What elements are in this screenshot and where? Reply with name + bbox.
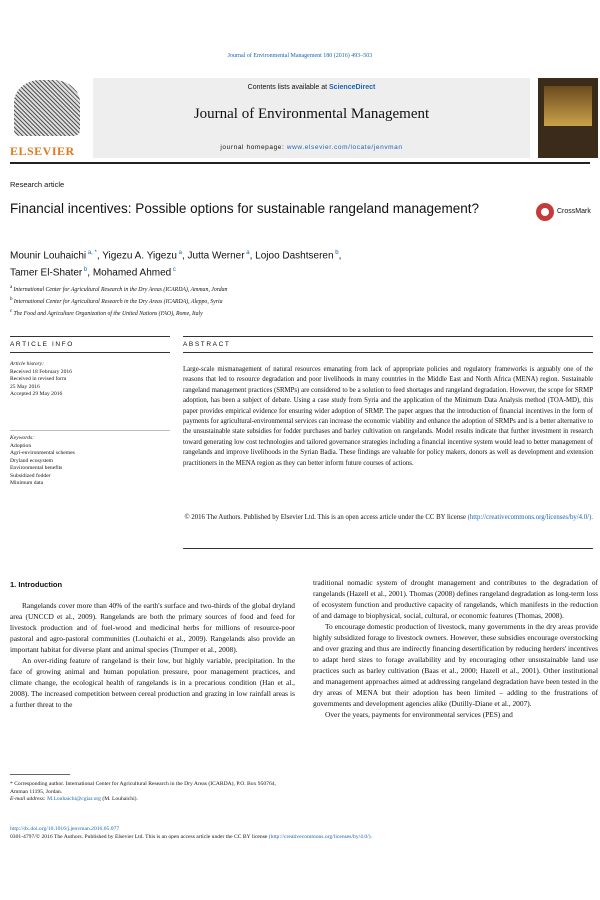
affiliation-text: International Center for Agricultural Research in the Dry Areas (ICARDA), Aleppo, Syria — [13, 298, 223, 305]
sciencedirect-link[interactable]: ScienceDirect — [329, 84, 376, 91]
info-divider — [10, 430, 170, 431]
keyword: Environmental benefits — [10, 465, 63, 471]
body-paragraph: An over-riding feature of rangeland is their low, but highly variable, precipitation. In the face of growing animal and human population pressure, poor management practices, and climate change, the ecological health of rangelands is in a precarious condition (Han et al., 2008). The increased competition between cereal production and grazing in low rainfall areas is a further threat to the — [10, 656, 295, 709]
keywords-label: Keywords: — [10, 435, 35, 441]
history-item: Accepted 29 May 2016 — [10, 391, 63, 397]
affiliation-text: The Food and Agriculture Organization of the United Nations (FAO), Rome, Italy — [13, 310, 203, 317]
tree-icon — [14, 80, 80, 136]
footnote — [10, 781, 295, 804]
crossmark-icon-center — [541, 208, 549, 216]
author-separator: , — [181, 250, 188, 262]
affiliation-text: International Center for Agricultural Research in the Dry Areas (ICARDA), Amman, Jordan — [13, 286, 228, 293]
author-separator: , — [96, 250, 103, 262]
author-affiliation-mark[interactable]: a, * — [86, 250, 97, 256]
license-link[interactable]: (http://creativecommons.org/licenses/by/4.0/). — [467, 514, 593, 521]
keyword: Minimum data — [10, 480, 44, 486]
author-name[interactable]: Lojoo Dashtseren — [255, 250, 334, 262]
masthead — [93, 78, 530, 158]
cover-artwork — [544, 86, 592, 126]
homepage-link[interactable]: www.elsevier.com/locate/jenvman — [286, 144, 403, 151]
crossmark-icon — [536, 203, 554, 221]
author-name[interactable]: Jutta Werner — [187, 250, 245, 262]
author-name[interactable]: Mohamed Ahmed — [92, 267, 172, 279]
email-link[interactable]: M.Louhaichi@cgiar.org — [47, 796, 101, 803]
journal-homepage: journal homepage: www.elsevier.com/locate/jenvman — [220, 144, 403, 151]
history-item: Received in revised form — [10, 376, 67, 382]
keywords — [10, 435, 170, 488]
body-column-right — [313, 577, 598, 720]
affiliations — [10, 283, 570, 319]
copyright-line: 0301-4797/© 2016 The Authors. Published by Elsevier Ltd. This is an open access article under the CC BY license (http://creativecommons.org/licenses/by/4.0/). — [10, 833, 372, 840]
body-paragraph: Over the years, payments for environmental services (PES) and — [325, 710, 513, 719]
elsevier-logo — [10, 80, 82, 158]
article-info-rule-2 — [10, 352, 170, 353]
author-name[interactable]: Mounir Louhaichi — [10, 250, 87, 262]
publisher-name: ELSEVIER — [10, 144, 75, 158]
abstract-text: Large-scale mismanagement of natural resources emanating from lack of appropriate policies and regulatory frameworks is arguably one of the reasons that led to resource degradation and poor livelihoods in many countries in the Middle East and North Africa (MENA) region. Sustainable rangeland management practices (SRMPs) are considered to be a solution to feed shortages and rangeland degradation. However, the scope for SRMP adoption, has been a subject of debate. Using a case study from Syria and the application of the Minimum Data Analysis method (TOA-MD), this paper provides empirical evidence for ensuring wider adoption of SRMP. The paper argues that the introduction of financial incentives in the form of payments for agricultural-environmental services can increase the economic viability and enhance the adoption of SRMPs and is a better alternative to the unsustainable state subsidies for fodder purchases and barley cultivation on rangelands. Model results indicate that further investment in research toward generating low cost technologies and tailored governance strategies including a financial incentive system would lead to better management of rangelands and improve livelihoods in the Syrian Badia. These findings are valuable for policy makers, donors as well as development and extension practitioners in the MENA region as they can better inform future courses of actions. — [183, 366, 593, 467]
keyword: Subsidized fodder — [10, 472, 51, 479]
journal-title: Journal of Environmental Management — [193, 106, 430, 122]
history-item: 25 May 2016 — [10, 383, 40, 390]
author-affiliation-mark[interactable]: a — [244, 250, 250, 256]
abstract-license: © 2016 The Authors. Published by Elsevier Ltd. This is an open access article under the CC BY license (http://creativecommons.org/licenses/by/4.0/). — [184, 514, 593, 521]
header-divider — [10, 162, 590, 164]
history-item: Received 18 February 2016 — [10, 368, 72, 375]
author-name[interactable]: Tamer El-Shater — [10, 267, 83, 279]
affiliation — [10, 295, 570, 307]
affiliation — [10, 283, 570, 295]
author-affiliation-mark[interactable]: b — [82, 267, 88, 274]
footer-license-link[interactable]: (http://creativecommons.org/licenses/by/4.0/). — [268, 833, 372, 840]
affiliation-mark: a — [10, 285, 14, 290]
article-type: Research article — [10, 180, 65, 189]
footnote-rule — [10, 774, 70, 775]
abstract-rule-2 — [183, 352, 593, 353]
email-note: E-mail address: M.Louhaichi@cgiar.org (M. Louhaichi). — [10, 796, 138, 803]
keyword: Dryland ecosystem — [10, 457, 54, 464]
affiliation-mark: b — [10, 296, 14, 302]
page-footer — [10, 826, 590, 841]
author-separator: , — [249, 250, 256, 262]
author-list — [10, 246, 570, 281]
crossmark-label: CrossMark — [557, 208, 591, 215]
affiliation-mark: c — [10, 308, 14, 314]
article-title: Financial incentives: Possible options for sustainable rangeland management? — [10, 201, 480, 216]
abstract-header: ABSTRACT — [183, 341, 231, 348]
body-paragraph: To encourage domestic production of livestock, many governments in the dry areas provide highly subsidized forage to livestock owners. However, these subsidies encourage overstocking and over grazing and thus are indirectly financing desertification by reducing herders' incentives to adapt herd sizes to forage availability and by encouraging other unsustainable land use practices such as barley cultivation (Baas et al., 2000; Hazell et al., 2001). Other institutional and management approaches aimed at addressing rangeland degradation have been tested in the dry areas of MENA but their adoption has been limited – adding to the frustrations of governments and development agencies alike (Dutilly-Diane et al., 2007). — [313, 622, 598, 708]
article-info-header: ARTICLE INFO — [10, 341, 74, 348]
journal-header — [10, 78, 600, 160]
author-separator: , — [87, 267, 93, 279]
affiliation — [10, 307, 570, 319]
body-paragraph: Rangelands cover more than 40% of the earth's surface and two-thirds of the global dryland area (UNCCD et al., 2009). Rangelands are both the primary sources of food and feed for livestock production and of fuel-wood and medicinal herbs for millions of resource-poor pastoral and agro-pastoral communities (Louhaichi et al., 2009). Rangelands also provide an important habitat for diverse plant and animal species (Trumper et al., 2008). — [10, 601, 295, 654]
author-affiliation-mark[interactable]: c — [171, 267, 176, 274]
history-label: Article history: — [10, 361, 45, 367]
doi-link[interactable]: http://dx.doi.org/10.1016/j.jenvman.2016.05.077 — [10, 826, 120, 832]
author-line-1 — [10, 246, 570, 263]
abstract-bottom-rule — [183, 548, 593, 549]
journal-reference[interactable]: Journal of Environmental Management 180 (2016) 493–503 — [227, 53, 373, 59]
body-column-left — [10, 600, 295, 710]
contents-line: Contents lists available at ScienceDirect — [247, 84, 376, 91]
abstract-rule — [183, 336, 593, 337]
article-history — [10, 361, 170, 399]
author-separator: , — [338, 250, 342, 262]
crossmark-badge[interactable] — [536, 203, 600, 223]
keyword: Adoption — [10, 442, 32, 449]
journal-cover-image — [538, 78, 598, 158]
section-heading-introduction: 1. Introduction — [10, 580, 63, 589]
history-list — [10, 369, 170, 399]
author-affiliation-mark[interactable]: a — [176, 250, 182, 256]
article-info-rule — [10, 336, 170, 337]
body-paragraph: traditional nomadic system of drought management and contributes to the degradation of rangelands (Hazell et al., 2001). Thomas (2008) defines rangeland degradation as long-term loss of ecosystem function and productive capacity of rangelands, which manifests in the reduction of and damage to biophysical, social, cultural, or economic features (Thomas, 2008). — [313, 578, 598, 620]
author-name[interactable]: Yigezu A. Yigezu — [102, 250, 177, 262]
keyword: Agri-environmental schemes — [10, 450, 75, 456]
author-line-2 — [10, 263, 570, 280]
author-affiliation-mark[interactable]: b — [333, 250, 339, 256]
keyword-list — [10, 443, 170, 488]
corresponding-author-note: * Corresponding author. International Center for Agricultural Research in the Dry Areas (ICARDA), P.O. Box 950764, Amman 11195, Jordan. — [10, 781, 276, 795]
